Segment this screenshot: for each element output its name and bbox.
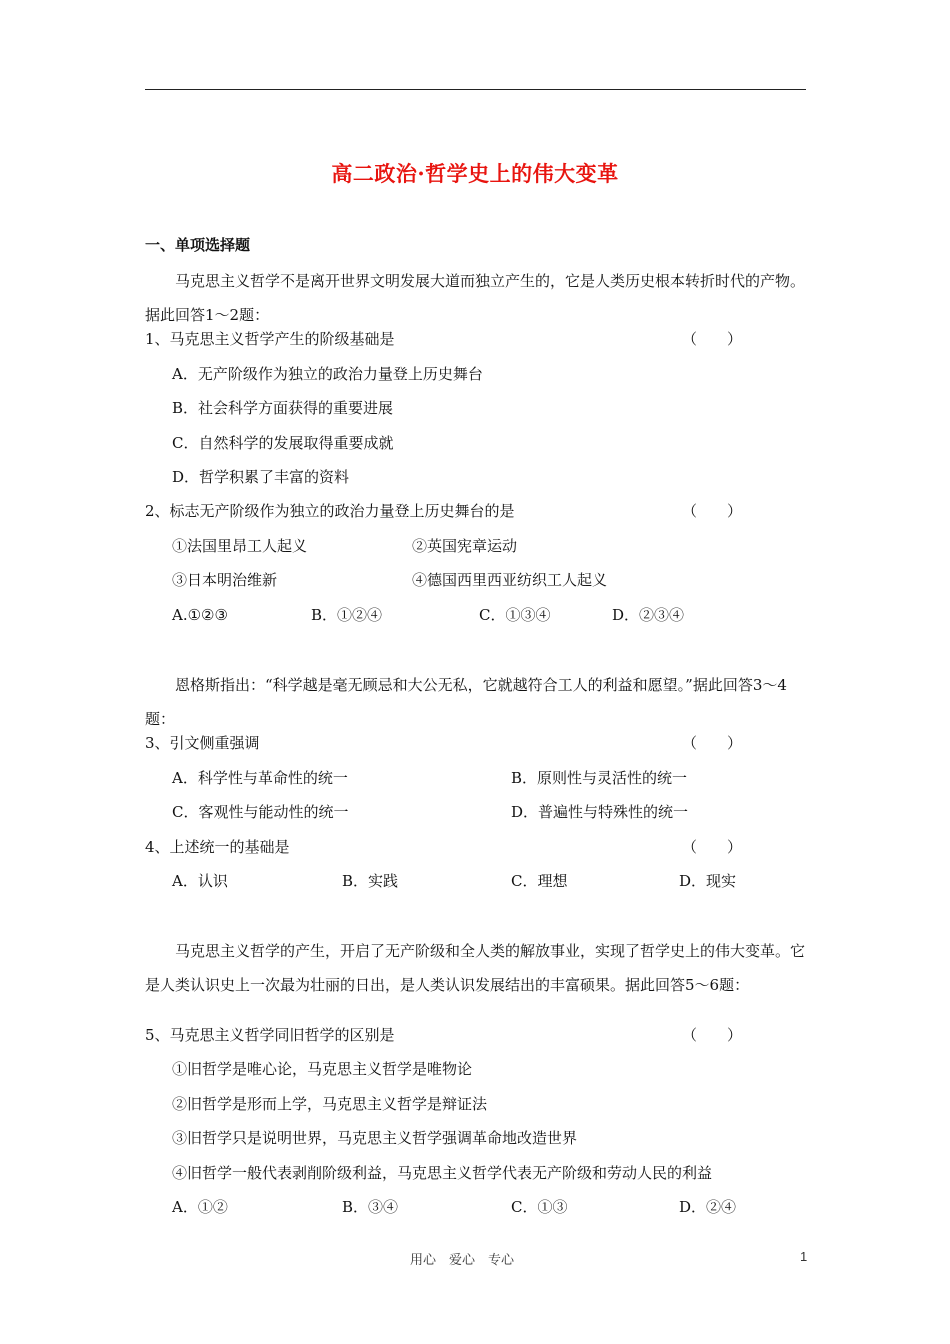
question-3-option-c: C．客观性与能动性的统一 bbox=[172, 803, 349, 821]
question-2-item-4: ④德国西里西亚纺织工人起义 bbox=[412, 571, 608, 589]
question-4-option-c: C．理想 bbox=[511, 872, 568, 890]
question-2-item-3: ③日本明治维新 bbox=[172, 571, 278, 589]
page-number: 1 bbox=[800, 1249, 808, 1264]
question-2-option-c: C．①③④ bbox=[479, 606, 551, 624]
header-rule bbox=[145, 89, 806, 90]
question-2-answer-blank: （ ） bbox=[682, 502, 743, 520]
question-2-stem: 2、标志无产阶级作为独立的政治力量登上历史舞台的是 bbox=[145, 502, 515, 520]
question-3-option-d: D．普遍性与特殊性的统一 bbox=[511, 803, 689, 821]
question-5-item-2: ②旧哲学是形而上学，马克思主义哲学是辩证法 bbox=[172, 1095, 488, 1113]
question-5-answer-blank: （ ） bbox=[682, 1026, 743, 1044]
question-3-answer-blank: （ ） bbox=[682, 734, 743, 752]
footer-motto: 用心 爱心 专心 bbox=[410, 1253, 515, 1268]
question-1-option-b: B．社会科学方面获得的重要进展 bbox=[172, 399, 394, 417]
question-2-option-b: B．①②④ bbox=[311, 606, 383, 624]
passage-2: 恩格斯指出：“科学越是毫无顾忌和大公无私，它就越符合工人的利益和愿望。”据此回答3～4题： bbox=[145, 676, 787, 728]
question-2-item-1: ①法国里昂工人起义 bbox=[172, 537, 308, 555]
question-4-stem: 4、上述统一的基础是 bbox=[145, 838, 290, 856]
question-5-option-d: D．②④ bbox=[679, 1198, 737, 1216]
question-4-option-a: A．认识 bbox=[172, 872, 228, 890]
question-5-item-1: ①旧哲学是唯心论，马克思主义哲学是唯物论 bbox=[172, 1060, 473, 1078]
question-4-option-d: D．现实 bbox=[679, 872, 737, 890]
question-4-answer-blank: （ ） bbox=[682, 838, 743, 856]
passage-3: 马克思主义哲学的产生，开启了无产阶级和全人类的解放事业，实现了哲学史上的伟大变革。它是人类认识史上一次最为壮丽的日出，是人类认识发展结出的丰富硕果。据此回答5～6题： bbox=[145, 942, 806, 994]
question-2-option-a: A.①②③ bbox=[172, 606, 228, 624]
question-3-stem: 3、引文侧重强调 bbox=[145, 734, 260, 752]
question-2-option-d: D．②③④ bbox=[612, 606, 685, 624]
question-2-item-2: ②英国宪章运动 bbox=[412, 537, 518, 555]
question-3-option-b: B．原则性与灵活性的统一 bbox=[511, 769, 688, 787]
question-5-option-b: B．③④ bbox=[342, 1198, 399, 1216]
question-5-option-a: A．①② bbox=[172, 1198, 228, 1216]
question-5-option-c: C．①③ bbox=[511, 1198, 568, 1216]
question-1-stem: 1、马克思主义哲学产生的阶级基础是 bbox=[145, 330, 395, 348]
section-heading: 一、单项选择题 bbox=[145, 236, 251, 254]
question-1-option-c: C．自然科学的发展取得重要成就 bbox=[172, 434, 394, 452]
question-5-stem: 5、马克思主义哲学同旧哲学的区别是 bbox=[145, 1026, 395, 1044]
passage-1: 马克思主义哲学不是离开世界文明发展大道而独立产生的，它是人类历史根本转折时代的产物。据此回答1～2题： bbox=[145, 272, 806, 324]
question-1-answer-blank: （ ） bbox=[682, 330, 743, 348]
question-4-option-b: B．实践 bbox=[342, 872, 399, 890]
page-title: 高二政治·哲学史上的伟大变革 bbox=[331, 161, 619, 186]
question-5-item-3: ③旧哲学只是说明世界，马克思主义哲学强调革命地改造世界 bbox=[172, 1129, 578, 1147]
question-5-item-4: ④旧哲学一般代表剥削阶级利益，马克思主义哲学代表无产阶级和劳动人民的利益 bbox=[172, 1164, 713, 1182]
question-1-option-d: D．哲学积累了丰富的资料 bbox=[172, 468, 350, 486]
question-1-option-a: A．无产阶级作为独立的政治力量登上历史舞台 bbox=[172, 365, 483, 383]
question-3-option-a: A．科学性与革命性的统一 bbox=[172, 769, 348, 787]
